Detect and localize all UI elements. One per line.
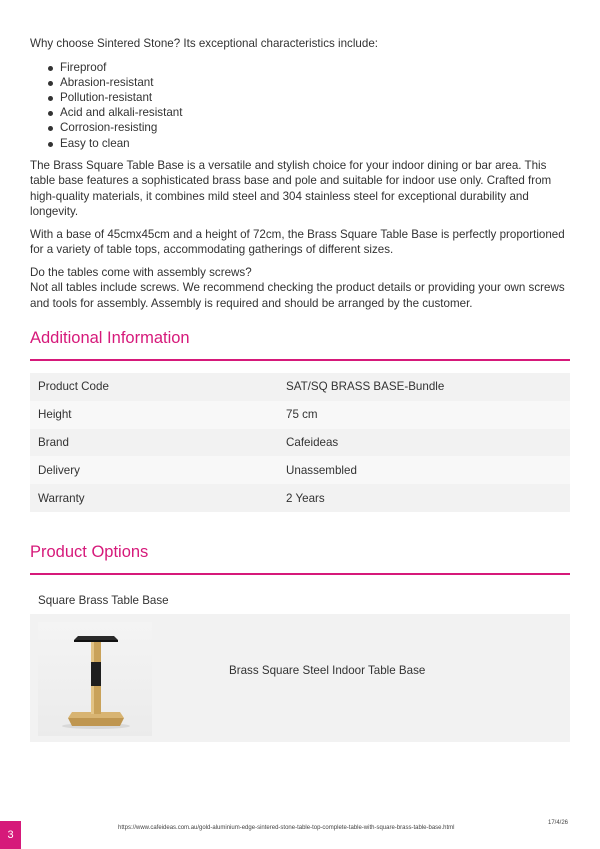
- feature-item: Acid and alkali-resistant: [48, 105, 570, 120]
- product-image[interactable]: [38, 622, 152, 736]
- table-row: [30, 484, 570, 512]
- table-row: [30, 373, 570, 401]
- additional-info-title: Additional Information: [30, 329, 190, 347]
- dimensions-paragraph: With a base of 45cmx45cm and a height of 72cm, the Brass Square Table Base is perfectly proportioned for a variety of table tops, accommodating gatherings of different sizes.: [30, 227, 565, 257]
- footer-date: 17/4/26: [548, 820, 569, 826]
- table-row: [30, 401, 570, 429]
- feature-list: [30, 60, 570, 151]
- table-row: [30, 456, 570, 484]
- feature-item: Corrosion-resisting: [48, 120, 570, 135]
- additional-info-table: [30, 373, 570, 512]
- intro-question: Why choose Sintered Stone? Its exceptional characteristics include:: [30, 37, 378, 50]
- row-key: Delivery: [38, 463, 80, 477]
- page-number-badge: 3: [0, 821, 21, 849]
- row-value: Cafeideas: [286, 435, 339, 449]
- feature-item: Fireproof: [48, 60, 570, 75]
- row-value: Unassembled: [286, 463, 357, 477]
- row-value: SAT/SQ BRASS BASE-Bundle: [286, 380, 445, 394]
- row-key: Warranty: [38, 491, 85, 505]
- feature-item: Pollution-resistant: [48, 90, 570, 105]
- intro-section: [30, 36, 570, 311]
- row-value: 2 Years: [286, 491, 325, 505]
- faq-answer: Not all tables include screws. We recommend checking the product details or providing your own screws and tools for assembly. Assembly is required and should be arranged by the customer.: [30, 281, 565, 310]
- product-options-title: Product Options: [30, 543, 149, 561]
- row-key: Height: [38, 408, 72, 422]
- faq-question: Do the tables come with assembly screws?: [30, 265, 252, 279]
- row-key: Product Code: [38, 380, 109, 394]
- option-name: Brass Square Steel Indoor Table Base: [229, 664, 426, 677]
- product-option-card[interactable]: [30, 614, 570, 742]
- feature-item: Easy to clean: [48, 136, 570, 151]
- feature-item: Abrasion-resistant: [48, 75, 570, 90]
- brass-table-base-icon: [38, 622, 152, 736]
- table-row: [30, 429, 570, 457]
- product-options-divider: [30, 573, 570, 575]
- footer-url[interactable]: https://www.cafeideas.com.au/gold-aluminium-edge-sintered-stone-table-top-complete-table-with-square-brass-table-base.html: [118, 825, 455, 831]
- additional-info-divider: [30, 359, 570, 361]
- row-key: Brand: [38, 435, 69, 449]
- description-paragraph: The Brass Square Table Base is a versatile and stylish choice for your indoor dining or bar area. This table base features a sophisticated brass base and pole and suitable for indoor use only. Crafted from high-quality materials, it combines mild steel and 304 stainless steel for exceptional durability and longevity.: [30, 158, 552, 219]
- row-value: 75 cm: [286, 408, 318, 422]
- option-label: Square Brass Table Base: [38, 594, 169, 607]
